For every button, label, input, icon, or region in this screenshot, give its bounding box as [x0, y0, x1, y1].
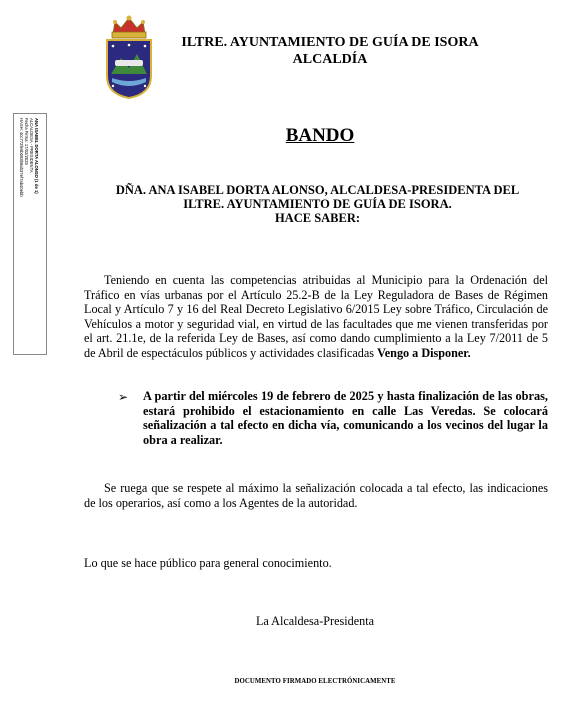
paragraph-competencies: [84, 273, 548, 361]
announcement-header-line: DÑA. ANA ISABEL DORTA ALONSO, ALCALDESA-PRESIDENTA DEL: [115, 183, 520, 197]
signer-role: ALCALDESA - PRESIDENTA: [29, 118, 34, 173]
announcement-header-line: ILTRE. AYUNTAMIENTO DE GUÍA DE ISORA.: [183, 197, 452, 211]
announcement-header-line: HACE SABER:: [274, 211, 361, 225]
bullet-item: [118, 389, 548, 447]
footer-note: DOCUMENTO FIRMADO ELECTRÓNICAMENTE: [234, 678, 396, 685]
signature-date: Fecha Firma: 17/02/2025: [24, 118, 29, 165]
organization-header: [160, 34, 500, 68]
signature-hash: HASH: 4cc772fe5b093b9ab37ef7ab40ebb: [19, 118, 24, 197]
coat-of-arms-icon: [103, 12, 155, 100]
arrow-bullet-icon: ➢: [118, 390, 129, 404]
department-name: ALCALDÍA: [292, 52, 368, 67]
signer-name: ANA ISABEL DORTA ALONSO (1 de 1): [34, 118, 39, 194]
announcement-header: [90, 183, 545, 225]
paragraph-bold-text: Vengo a Disponer.: [377, 345, 471, 360]
bullet-text: A partir del miércoles 19 de febrero de 2025 y hasta finalización de las obras, estará prohibido el estacionamiento en calle Las Veredas. Se colocará señalización a tal efecto en dicha vía, comunicando a los vecinos del lugar la obra a realizar.: [143, 389, 548, 447]
paragraph-text: Teniendo en cuenta las competencias atribuidas al Municipio para la Ordenación del Tráfico en vías urbanas por el Artículo 25.2-B de la Ley Reguladora de Bases de Régimen Local y Artículo 7 y 16 del Real Decreto Legislativo 6/2015 Ley sobre Tráfico, Circulación de Vehículos a motor y seguridad vial, en virtud de las facultades que me vienen transferidas por el art. 21.1e, de la referida Ley de Bases, así como dando cumplimiento a la Ley 7/2011 de 5 de Abril de espectáculos públicos y actividades clasificadas: [84, 273, 548, 360]
electronic-signature-stamp: [13, 113, 47, 355]
document-title: BANDO: [285, 125, 355, 146]
paragraph-request: Se ruega que se respete al máximo la señalización colocada a tal efecto, las indicaciones de los operarios, así como a los Agentes de la autoridad.: [84, 481, 548, 510]
signature-line: La Alcaldesa-Presidenta: [255, 614, 375, 628]
paragraph-closing: Lo que se hace público para general conocimiento.: [84, 556, 332, 570]
organization-name: ILTRE. AYUNTAMIENTO DE GUÍA DE ISORA: [181, 35, 479, 50]
